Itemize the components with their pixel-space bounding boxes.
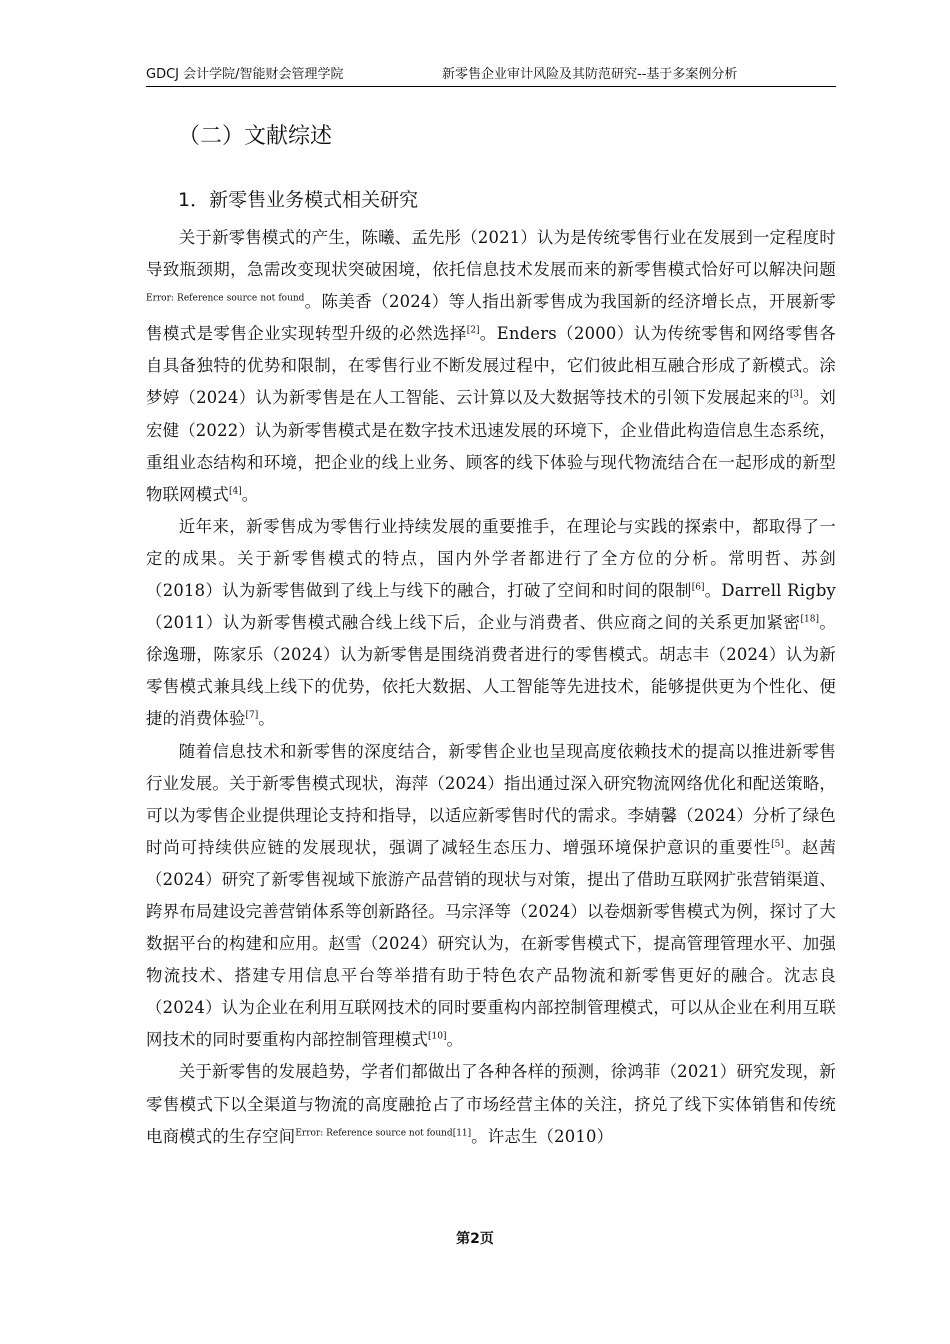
text-run: 。Enders（2000）认为传统零售和网络零售各自具备独特的优势和限制，在零售行业不断发展过程中，它们彼此相互融合形成了新模式。涂梦婷（2024）认为新零售是在人工智能、云计算以及大数据等技术的引领下发展起来的 xyxy=(146,324,836,408)
citation-ref: [4] xyxy=(228,486,242,497)
paragraph xyxy=(146,222,836,511)
citation-ref: [5] xyxy=(771,839,784,850)
paragraph xyxy=(146,511,836,736)
citation-ref: Error: Reference source not found xyxy=(146,293,305,304)
subsection-title: 1．新零售业务模式相关研究 xyxy=(178,189,419,211)
header-institution: GDCJ 会计学院/智能财会管理学院 xyxy=(146,67,344,82)
citation-ref: Error: Reference source not found[11] xyxy=(295,1128,472,1139)
text-run: 。 xyxy=(446,1030,464,1050)
text-run: 近年来，新零售成为零售行业持续发展的重要推手，在理论与实践的探索中，都取得了一定的成果。关于新零售模式的特点，国内外学者都进行了全方位的分析。常明哲、苏剑（2018）认为新零售做到了线上与线下的融合，打破了空间和时间的限制 xyxy=(146,516,836,601)
citation-ref: [18] xyxy=(800,614,819,625)
citation-ref: [3] xyxy=(789,390,803,400)
citation-ref: [10] xyxy=(428,1031,447,1042)
citation-ref: [6] xyxy=(691,582,705,593)
header-thesis-title: 新零售企业审计风险及其防范研究--基于多案例分析 xyxy=(442,67,738,82)
page-number: 第2页 xyxy=(456,1231,494,1247)
page-header xyxy=(146,64,836,87)
text-run: 。Darrell Rigby（2011）认为新零售模式融合线上线下后，企业与消费者、供应商之间的关系更加紧密 xyxy=(146,581,836,633)
citation-ref: [7] xyxy=(245,710,259,721)
text-run: 随着信息技术和新零售的深度结合，新零售企业也呈现高度依赖技术的提高以推进新零售行业发展。关于新零售模式现状，海萍（2024）指出通过深入研究物流网络优化和配送策略，可以为零售企业提供理论支持和指导，以适应新零售时代的需求。李婧馨（2024）分析了绿色时尚可持续供应链的发展现状，强调了减轻生态压力、增强环境保护意识的重要性 xyxy=(146,741,836,857)
text-run: 。徐逸珊，陈家乐（2024）认为新零售是围绕消费者进行的零售模式。胡志丰（2024）认为新零售模式兼具线上线下的优势，依托大数据、人工智能等先进技术，能够提供更为个性化、便捷的消费体验 xyxy=(146,613,836,729)
text-run: 。陈美香（2024）等人指出新零售成为我国新的经济增长点，开展新零售模式是零售企业实现转型升级的必然选择 xyxy=(146,292,837,344)
paragraph xyxy=(146,736,836,1057)
text-run: 关于新零售的发展趋势，学者们都做出了各种各样的预测，徐鸿菲（2021）研究发现，新零售模式下以全渠道与物流的高度融抢占了市场经营主体的关注，挤兑了线下实体销售和传统电商模式的生存空间 xyxy=(146,1062,836,1146)
section-title: （二）文献综述 xyxy=(178,124,333,149)
paragraph xyxy=(146,1056,836,1152)
text-run: 。许志生（2010） xyxy=(471,1126,614,1146)
citation-ref: [2] xyxy=(466,325,480,336)
text-run: 。赵茜（2024）研究了新零售视域下旅游产品营销的现状与对策，提出了借助互联网扩张营销渠道、跨界布局建设完善营销体系等创新路径。马宗泽等（2024）以卷烟新零售模式为例，探讨了大数据平台的构建和应用。赵雪（2024）研究认为，在新零售模式下，提高管理管理水平、加强物流技术、搭建专用信息平台等举措有助于特色农产品物流和新零售更好的融合。沈志良（2024）认为企业在利用互联网技术的同时要重构内部控制管理模式，可以从企业在利用互联网技术的同时要重构内部控制管理模式 xyxy=(146,837,836,1050)
text-run: 。刘宏健（2022）认为新零售模式是在数字技术迅速发展的环境下，企业借此构造信息生态系统，重组业态结构和环境，把企业的线上业务、顾客的线下体验与现代物流结合在一起形成的新型物联网模式 xyxy=(146,388,836,504)
text-run: 。 xyxy=(241,484,259,504)
text-run: 。 xyxy=(258,709,275,729)
body-text xyxy=(146,222,836,1153)
text-run: 关于新零售模式的产生，陈曦、孟先彤（2021）认为是传统零售行业在发展到一定程度时导致瓶颈期，急需改变现状突破困境，依托信息技术发展而来的新零售模式恰好可以解决问题 xyxy=(146,228,836,280)
